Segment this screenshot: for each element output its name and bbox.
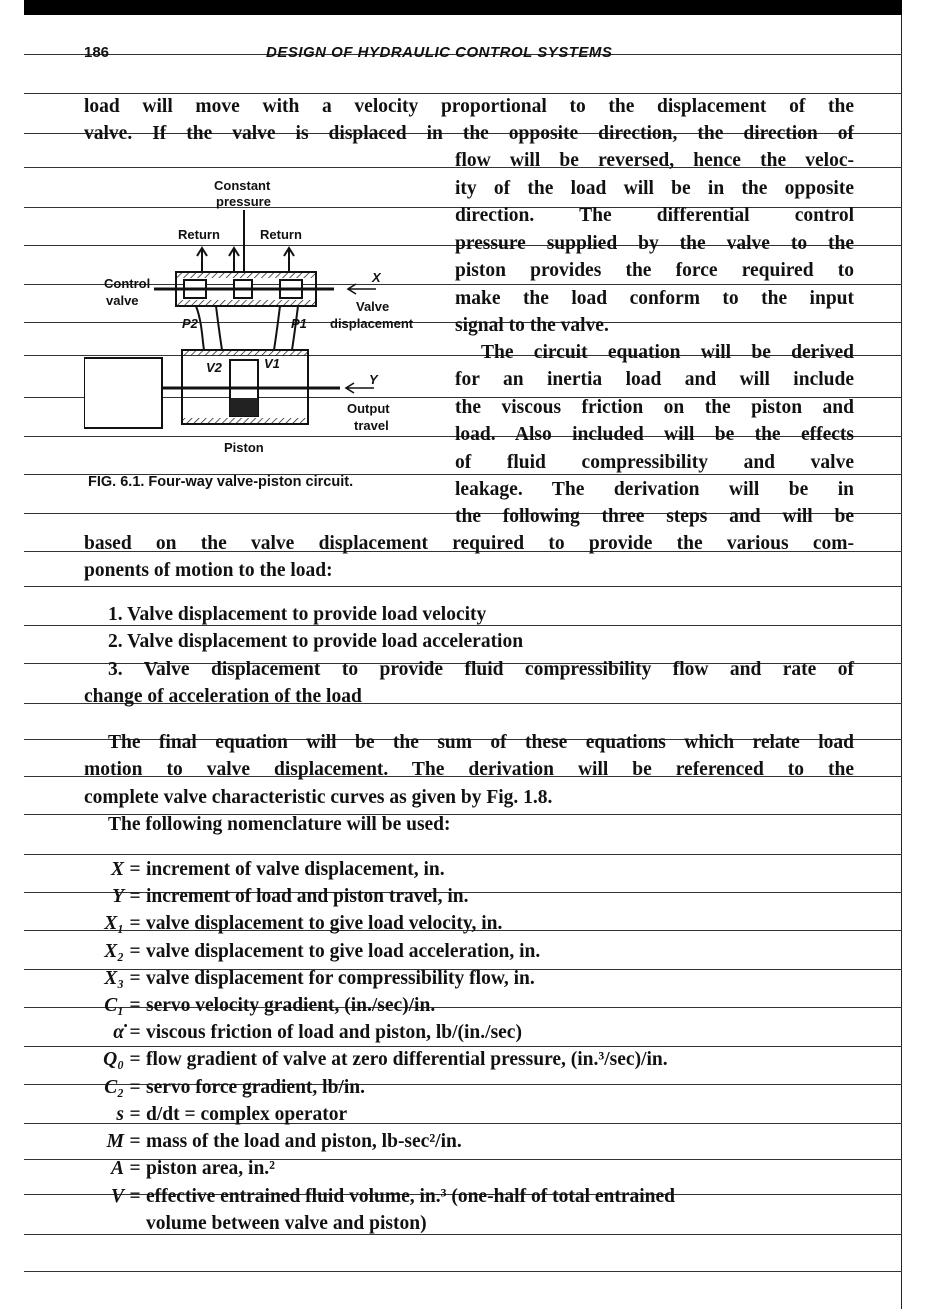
nomenclature-row: C₁ = servo velocity gradient, (in./sec)/in. (84, 994, 435, 1018)
nomenclature-symbol: s (116, 1104, 124, 1125)
nomenclature-row: Y = increment of load and piston travel, in. (84, 885, 468, 909)
nomenclature-definition: servo velocity gradient, (in./sec)/in. (146, 995, 436, 1016)
label-piston: Piston (224, 440, 264, 455)
label-v2: V2 (206, 360, 222, 375)
nomenclature-symbol: Y (112, 886, 124, 907)
label-output-2: travel (354, 418, 389, 433)
nomenclature-row: α̇ = viscous friction of load and piston, lb/(in./sec) (84, 1021, 522, 1045)
nomenclature-definition: valve displacement for compressibility flow, in. (146, 968, 535, 989)
label-y: Y (369, 372, 378, 387)
label-p2: P2 (182, 316, 198, 331)
nomenclature-row: Q₀ = flow gradient of valve at zero differential pressure, (in.³/sec)/in. (84, 1048, 668, 1072)
body-line: of fluid compressibility and valve (455, 452, 854, 473)
step-item: 1. Valve displacement to provide load velocity (108, 604, 487, 625)
body-line: valve. If the valve is displaced in the opposite direction, the direction of (84, 123, 854, 144)
nomenclature-symbol: X₁ (104, 913, 124, 934)
body-line: based on the valve displacement required to provide the various com- (84, 533, 854, 554)
nomenclature-definition: valve displacement to give load velocity, in. (146, 913, 503, 934)
label-x: X (372, 270, 381, 285)
nomenclature-symbol: C₂ (104, 1077, 124, 1098)
scan-rule (24, 586, 902, 587)
body-line: The circuit equation will be derived (481, 342, 854, 363)
label-output-1: Output (347, 401, 390, 416)
nomenclature-row: M = mass of the load and piston, lb-sec²/in. (84, 1130, 462, 1154)
running-title: DESIGN OF HYDRAULIC CONTROL SYSTEMS (266, 44, 613, 61)
body-line: the viscous friction on the piston and (455, 397, 854, 418)
label-v1: V1 (264, 356, 280, 371)
body-line: complete valve characteristic curves as given by Fig. 1.8. (84, 787, 553, 808)
nomenclature-definition: increment of load and piston travel, in. (146, 886, 469, 907)
step-item: change of acceleration of the load (84, 686, 362, 707)
scan-rule (24, 93, 902, 94)
label-return-left: Return (178, 227, 220, 242)
nomenclature-symbol: X₂ (104, 941, 124, 962)
body-line: ity of the load will be in the opposite (455, 178, 854, 199)
nomenclature-symbol: M (106, 1131, 124, 1152)
body-line: The following nomenclature will be used: (108, 814, 451, 835)
nomenclature-symbol: C₁ (104, 995, 124, 1016)
nomenclature-row: s = d/dt = complex operator (84, 1103, 347, 1127)
step-item: 2. Valve displacement to provide load acceleration (108, 631, 524, 652)
nomenclature-definition: servo force gradient, lb/in. (146, 1077, 365, 1098)
body-line: flow will be reversed, hence the veloc- (455, 150, 854, 171)
nomenclature-definition: d/dt = complex operator (146, 1104, 348, 1125)
nomenclature-definition: valve displacement to give load acceleration, in. (146, 941, 541, 962)
nomenclature-continuation: volume between valve and piston) (146, 1213, 427, 1234)
label-valve-disp-1: Valve (356, 299, 390, 314)
label-constant: Constant (214, 178, 271, 193)
body-line: The final equation will be the sum of these equations which relate load (108, 732, 854, 753)
nomenclature-row: V = effective entrained fluid volume, in.³ (one-half of total entrained (84, 1185, 675, 1209)
body-line: make the load conform to the input (455, 288, 854, 309)
page-right-edge (901, 15, 902, 1309)
body-line: load. Also included will be the effects (455, 424, 854, 445)
nomenclature-symbol: X₃ (104, 968, 124, 989)
nomenclature-symbol: Q₀ (103, 1049, 124, 1070)
nomenclature-definition: mass of the load and piston, lb-sec²/in. (146, 1131, 462, 1152)
nomenclature-symbol: V (110, 1186, 124, 1207)
step-item: 3. Valve displacement to provide fluid compressibility flow and rate of (108, 659, 854, 680)
label-valve: valve (106, 293, 139, 308)
body-line: load will move with a velocity proportional to the displacement of the (84, 96, 854, 117)
scan-rule (24, 1046, 902, 1047)
scan-rule (24, 1271, 902, 1272)
label-p1: P1 (291, 316, 307, 331)
nomenclature-symbol: A (110, 1158, 124, 1179)
top-black-bar (24, 0, 902, 15)
body-line: leakage. The derivation will be in (455, 479, 854, 500)
body-line: ponents of motion to the load: (84, 560, 333, 581)
body-line: the following three steps and will be (455, 506, 854, 527)
nomenclature-row: X₃ = valve displacement for compressibility flow, in. (84, 967, 535, 991)
nomenclature-definition: viscous friction of load and piston, lb/(in./sec) (146, 1022, 522, 1043)
body-line: signal to the valve. (455, 315, 609, 336)
nomenclature-symbol: X (110, 859, 124, 880)
nomenclature-row: X₂ = valve displacement to give load acceleration, in. (84, 940, 540, 964)
nomenclature-row: C₂ = servo force gradient, lb/in. (84, 1076, 365, 1100)
figure-caption: FIG. 6.1. Four-way valve-piston circuit. (88, 474, 354, 490)
body-line: motion to valve displacement. The derivation will be referenced to the (84, 759, 854, 780)
nomenclature-row: A = piston area, in.² (84, 1157, 275, 1181)
body-line: piston provides the force required to (455, 260, 854, 281)
running-header (84, 44, 854, 66)
nomenclature-row: X₁ = valve displacement to give load velocity, in. (84, 912, 502, 936)
page-number: 186 (84, 44, 110, 61)
label-control: Control (104, 276, 151, 291)
nomenclature-definition: increment of valve displacement, in. (146, 859, 445, 880)
body-line: pressure supplied by the valve to the (455, 233, 854, 254)
body-line: for an inertia load and will include (455, 369, 854, 390)
label-valve-disp-2: displacement (330, 316, 414, 331)
body-line: direction. The differential control (455, 205, 854, 226)
nomenclature-row: X = increment of valve displacement, in. (84, 858, 445, 882)
scan-rule (24, 854, 902, 855)
label-pressure: pressure (216, 194, 271, 209)
valve-piston-figure (84, 172, 444, 472)
nomenclature-definition: piston area, in.² (146, 1158, 276, 1179)
nomenclature-definition: effective entrained fluid volume, in.³ (one-half of total entrained (146, 1186, 676, 1207)
nomenclature-symbol: α̇ (113, 1022, 124, 1043)
nomenclature-definition: flow gradient of valve at zero differential pressure, (in.³/sec)/in. (146, 1049, 668, 1070)
label-return-right: Return (260, 227, 302, 242)
